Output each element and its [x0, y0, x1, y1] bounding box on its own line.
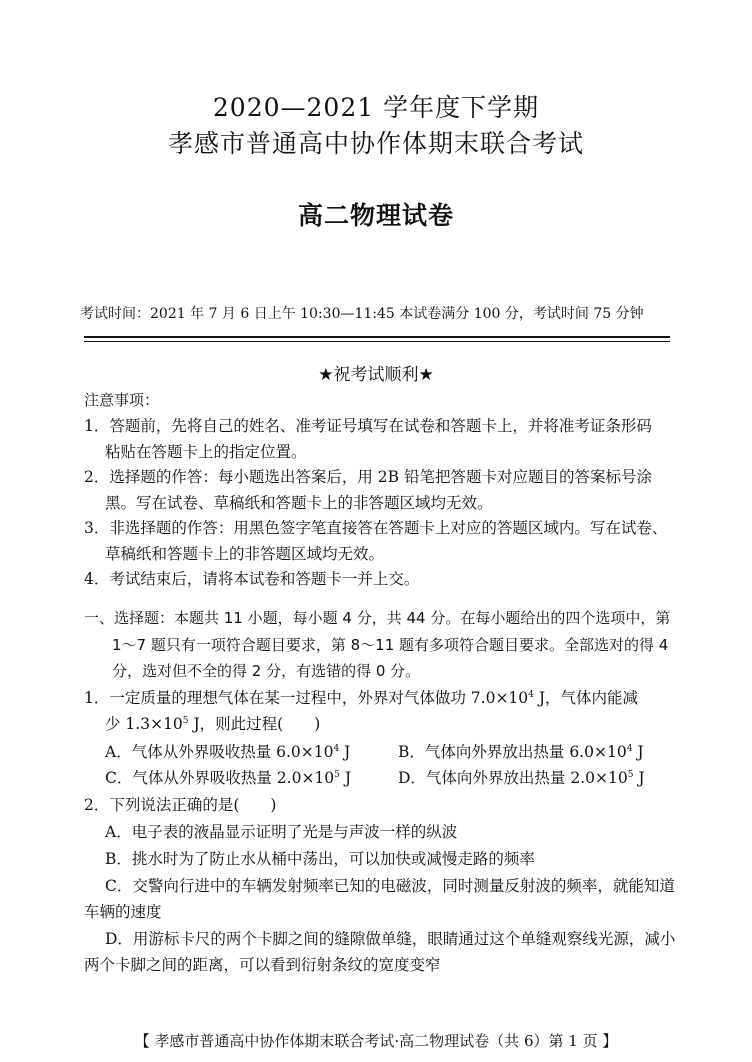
q1-option-b-text: B．气体向外界放出热量 6.0×10 [398, 743, 627, 761]
q1-option-a [105, 740, 350, 762]
q1-option-a-exp: 4 [333, 743, 340, 754]
divider-thick [84, 336, 670, 338]
q1-option-a-text: A．气体从外界吸收热量 6.0×10 [105, 743, 334, 761]
q1-option-b-exp: 4 [626, 743, 633, 754]
q1-option-c-exp: 5 [334, 769, 340, 780]
section-1-line-2: 1～7 题只有一项符合题目要求，第 8～11 题有多项符合题目要求。全部选对的得 4 [112, 636, 669, 654]
q1-option-d-text: D．气体向外界放出热量 2.0×10 [398, 769, 628, 787]
q1-option-d [398, 766, 645, 788]
q2-option-d-line-2: 两个卡脚之间的距离，可以看到衍射条纹的宽度变窄 [84, 956, 441, 974]
q1-stem-line-1 [84, 686, 638, 708]
q1-option-c-text: C．气体从外界吸收热量 2.0×10 [105, 769, 335, 787]
q1-option-c-unit: J [339, 769, 352, 787]
q1-option-b-unit: J [632, 743, 644, 761]
q2-option-c-line-2: 车辆的速度 [84, 903, 162, 921]
q2-stem: 2．下列说法正确的是( ) [84, 796, 277, 814]
exam-year-title: 2020—2021 学年度下学期 [212, 93, 540, 122]
page-footer: 【 孝感市普通高中协作体期末联合考试·高二物理试卷（共 6）第 1 页 】 [134, 1032, 618, 1050]
note-2-line-1: 2．选择题的作答：每小题选出答案后，用 2B 铅笔把答题卡对应题目的答案标号涂 [84, 468, 652, 486]
blessing-banner: ★祝考试顺利★ [318, 365, 434, 385]
divider-thin [84, 341, 670, 342]
q1-option-c [105, 766, 351, 788]
q1-stem-tail-2: J，则此过程( ) [188, 715, 321, 733]
q2-option-d-line-1: D．用游标卡尺的两个卡脚之间的缝隙做单缝，眼睛通过这个单缝观察线光源，减小 [105, 930, 676, 948]
q1-stem-tail: J，气体内能减 [533, 689, 639, 707]
exam-info: 考试时间：2021 年 7 月 6 日上午 10:30—11:45 本试卷满分 100 分，考试时间 75 分钟 [80, 306, 644, 322]
section-1-line-3: 分，选对但不全的得 2 分，有选错的得 0 分。 [112, 662, 421, 680]
note-3-line-1: 3．非选择题的作答：用黑色签字笔直接答在答题卡上对应的答题区域内。写在试卷、 [84, 519, 668, 537]
q1-stem-text: 1．一定质量的理想气体在某一过程中，外界对气体做功 7.0×10 [84, 689, 529, 707]
q1-stem-line-2 [105, 712, 320, 734]
q1-stem-exponent-2: 5 [182, 715, 189, 726]
note-4-line-1: 4．考试结束后，请将本试卷和答题卡一并上交。 [84, 570, 420, 588]
q1-option-b [398, 740, 644, 762]
note-1-line-2: 粘贴在答题卡上的指定位置。 [105, 443, 307, 461]
q2-option-c-line-1: C．交警向行进中的车辆发射频率已知的电磁波，同时测量反射波的频率，就能知道 [105, 877, 675, 895]
q2-option-b: B．挑水时为了防止水从桶中荡出，可以加快或减慢走路的频率 [105, 850, 535, 868]
note-2-line-2: 黑。写在试卷、草稿纸和答题卡上的非答题区域均无效。 [105, 494, 493, 512]
exam-name-title: 孝感市普通高中协作体期末联合考试 [167, 129, 584, 158]
note-3-line-2: 草稿纸和答题卡上的非答题区域均无效。 [105, 545, 385, 563]
notes-title: 注意事项： [84, 391, 160, 409]
q2-option-a: A．电子表的液晶显示证明了光是与声波一样的纵波 [105, 823, 458, 841]
section-1-line-1: 一、选择题：本题共 11 小题，每小题 4 分，共 44 分。在每小题给出的四个选项中，第 [84, 609, 671, 627]
subject-title: 高二物理试卷 [297, 201, 454, 230]
q1-stem-text-2: 少 1.3×10 [105, 715, 183, 733]
q1-stem-exponent: 4 [528, 689, 534, 700]
note-1-line-1: 1．答题前，先将自己的姓名、准考证号填写在试卷和答题卡上，并将准考证条形码 [84, 417, 652, 435]
q1-option-d-unit: J [633, 769, 645, 787]
q1-option-a-unit: J [339, 743, 351, 761]
q1-option-d-exp: 5 [627, 769, 634, 780]
